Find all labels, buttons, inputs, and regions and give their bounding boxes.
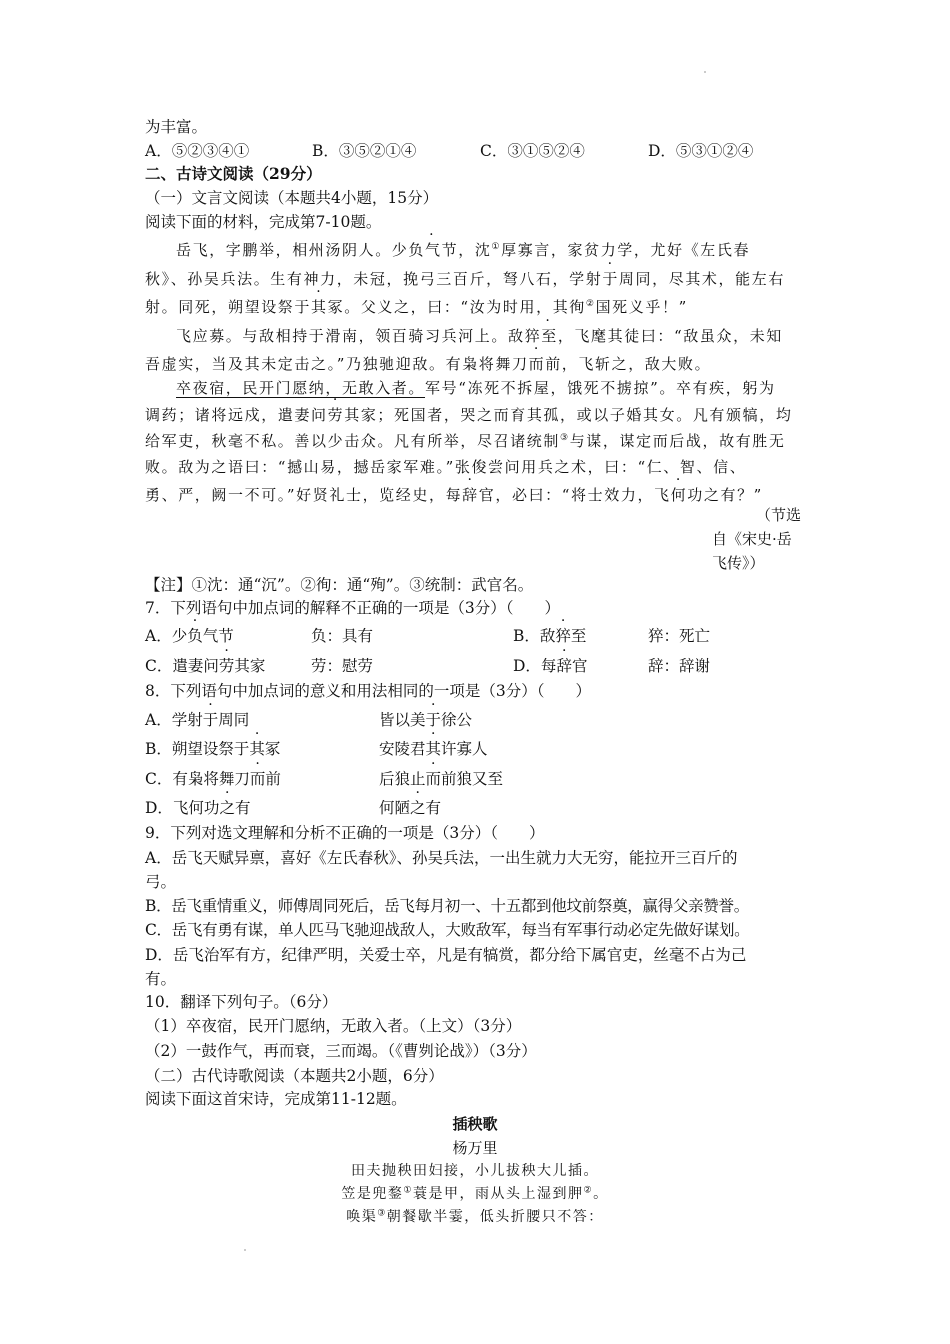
text: 厚寡言，家贫力学，尤好《左氏春 [501, 241, 751, 259]
footnote-marker: ② [583, 1185, 594, 1196]
q7-option-a[interactable] [145, 626, 234, 646]
text: D．飞何功 [145, 799, 220, 817]
text: 皆以美 [379, 711, 426, 729]
q9-option-d[interactable]: D．岳飞治军有方，纪律严明，关爱士卒，凡是有犒赏，都分给下属官吏，丝毫不占为己 [145, 946, 747, 964]
q8-option-a[interactable] [145, 710, 249, 730]
q8-option-c-compare [379, 769, 503, 789]
subsection-2-intro: 阅读下面这首宋诗，完成第11-12题。 [145, 1090, 407, 1108]
passage-para-1-line-3 [145, 297, 805, 317]
dotted-word: 之 [410, 799, 426, 817]
source-line-3: 飞传》） [712, 554, 765, 572]
q8-option-a-compare [379, 710, 472, 730]
text: 冢。父义之，曰：“汝为时用，其徇 [327, 298, 586, 316]
underlined-sentence: 卒夜宿，民开门愿纳，无敢入者。 [176, 379, 426, 397]
text: D．每 [513, 657, 557, 675]
text: 安陵君 [379, 740, 426, 758]
q8-option-d-compare [379, 798, 441, 818]
dotted-word: 其 [249, 740, 265, 758]
poem-title: 插秧歌 [452, 1115, 498, 1133]
passage-para-2-line-1 [145, 326, 805, 346]
text: 许寡人 [441, 740, 488, 758]
dotted-word: 而 [249, 770, 266, 788]
text: 蓑是甲，雨从头上湿到胛 [413, 1186, 584, 1202]
q10-stem: 10．翻译下列句子。（6分） [145, 993, 338, 1011]
text: 官 [571, 657, 588, 675]
text: 军号“冻死不拆屋，饿死不掳掠”。卒有疾，躬为 [425, 379, 776, 397]
text: C．遣妻问 [145, 657, 219, 675]
footnote-marker: ① [403, 1185, 413, 1196]
text: 冢 [264, 740, 281, 758]
q10-sentence-2: （2）一鼓作气，再而衰，三而竭。（《曹刿论战》）（3分） [145, 1042, 537, 1060]
passage-para-3-line-4: 败。敌为之语曰：“撼山易，撼岳家军难。”张俊尝问用兵之术，曰：“仁、智、信、 [145, 458, 747, 476]
text: 国死义乎！” [595, 298, 688, 316]
subsection-1-intro: 阅读下面的材料，完成第7-10题。 [145, 213, 382, 231]
text: 气节 [202, 627, 234, 645]
dotted-word: 而 [425, 770, 442, 788]
q8-option-c[interactable] [145, 769, 281, 789]
passage-para-3-line-1 [145, 378, 805, 398]
subsection-2-heading: （二）古代诗歌阅读（本题共2小题，6分） [145, 1067, 444, 1085]
text: B．朔望设祭于 [145, 740, 250, 758]
text: 朝餐歇半霎，低头折腰只不答： [386, 1209, 604, 1225]
q7-option-d[interactable] [513, 656, 587, 676]
text: 前狼又至 [441, 770, 504, 788]
q10-sentence-1: （1）卒夜宿，民开门愿纳，无敢入者。（上文）（3分） [145, 1017, 522, 1035]
section-2-heading: 二、古诗文阅读（29分） [145, 164, 322, 183]
dotted-word: 于 [425, 711, 442, 729]
dotted-word: 负 [187, 627, 203, 645]
text: 其家；死国者，哭之而育其孤，或以子婚其女。凡有颁犒，均 [344, 406, 793, 424]
text: B．敌 [513, 627, 556, 645]
q6-tail-text: 为丰富。 [145, 118, 208, 136]
text: 唤渠 [346, 1209, 378, 1225]
text: 前 [265, 770, 281, 788]
text: 至 [570, 627, 587, 645]
text: A．少 [145, 627, 188, 645]
q6-option-d[interactable]: D．⑤③①②④ [648, 142, 754, 160]
text: 笠是兜鍪 [341, 1186, 404, 1202]
text: 岳飞，字鹏举，相州汤阴人。少 [176, 241, 409, 259]
q9-option-c[interactable]: C．岳飞有勇有谋，单人匹马飞驰迎战敌人，大败敌军，每当有军事行动必定先做好谋划。 [145, 921, 750, 939]
passage-para-3-line-3 [145, 431, 805, 451]
text: 周同，尽其术，能左右 [618, 270, 785, 288]
text: 徐公 [441, 711, 473, 729]
q9-option-b[interactable]: B．岳飞重情重义，师傅周同死后，岳飞每月初一、十五都到他坟前祭奠，赢得父亲赞誉。 [145, 897, 749, 915]
text: 有 [425, 799, 442, 817]
dotted-word: 猝 [524, 327, 542, 345]
footnote-marker: ② [585, 299, 596, 309]
text: 有 [234, 799, 251, 817]
text: 官，必曰：“将士效力，飞 [478, 486, 671, 504]
q7-option-c[interactable] [145, 656, 265, 676]
poem-author: 杨万里 [452, 1139, 498, 1157]
text: 后狼止 [379, 770, 426, 788]
poem-line-2 [0, 1184, 950, 1204]
text: 飞应募。与敌相持于滑南，领百骑习兵河上。敌 [176, 327, 525, 345]
text: 气节，沈 [425, 241, 492, 259]
footnote-marker: ③ [377, 1208, 387, 1219]
q6-option-b[interactable]: B．③⑤②①④ [312, 142, 417, 160]
dotted-word: 何 [670, 486, 688, 504]
text: 何陋 [379, 799, 411, 817]
dotted-word: 辞 [556, 657, 572, 675]
annotation-note: 【注】①沈：通“沉”。②徇：通“殉”。③统制：武官名。 [145, 576, 534, 594]
dotted-word: 猝 [555, 627, 571, 645]
dotted-word: 其 [425, 740, 442, 758]
dotted-word: 劳 [327, 406, 345, 424]
q7-option-b-gloss: 猝：死亡 [648, 627, 711, 645]
text: 功之有？” [687, 486, 763, 504]
dotted-word: 负 [408, 241, 426, 259]
text: 秋》、孙吴兵法。生有神力，未冠，挽弓三百斤，弩八石，学射 [145, 270, 603, 288]
q7-option-d-gloss: 辞：辞谢 [648, 657, 711, 675]
q9-option-a-cont: 弓。 [145, 873, 177, 891]
text: 吾虚实，当及其未定击之。”乃独驰迎敌。有枭将舞刀 [145, 355, 529, 373]
q8-option-d[interactable] [145, 798, 250, 818]
text: 给军吏，秋毫不私。善以少击众。凡有所举，尽召诸统制 [145, 432, 561, 450]
poem-line-3 [0, 1207, 950, 1227]
q9-option-a[interactable]: A．岳飞天赋异禀，喜好《左氏春秋》、孙吴兵法，一出生就力大无穷，能拉开三百斤的 [145, 849, 738, 867]
text: 与谋，谋定而后战，故有胜无 [569, 432, 786, 450]
text: 勇、严，阙一不可。”好贤礼士，览经史，每 [145, 486, 463, 504]
text: 射。同死，朔望设祭于 [145, 298, 312, 316]
q7-option-a-gloss: 负：具有 [311, 627, 374, 645]
dotted-word: 辞 [462, 486, 479, 504]
q6-option-a[interactable]: A．⑤②③④① [145, 142, 250, 160]
text: 其家 [234, 657, 266, 675]
q7-option-c-gloss: 劳：慰劳 [311, 657, 374, 675]
passage-para-1-line-1 [145, 240, 805, 260]
text: A．学射 [145, 711, 203, 729]
text: 周同 [218, 711, 250, 729]
passage-para-1-line-2 [145, 269, 805, 289]
dotted-word: 劳 [218, 657, 235, 675]
passage-para-2-line-2 [145, 354, 805, 374]
text: 前，飞斩之，敌大败。 [545, 355, 712, 373]
poem-line-1: 田夫抛秧田妇接，小儿拔秧大儿插。 [351, 1163, 599, 1179]
text: 至，飞麾其徒曰：“敌虽众，未知 [541, 327, 783, 345]
footnote-marker: ① [491, 242, 502, 252]
q6-option-c[interactable]: C．③①⑤②④ [480, 142, 585, 160]
passage-para-3-line-2 [145, 405, 805, 425]
footnote-marker: ③ [560, 433, 570, 443]
q8-stem: 8．下列语句中加点词的意义和用法相同的一项是（3分）（ ） [145, 682, 591, 700]
q7-option-b[interactable] [513, 626, 586, 646]
scan-speck [244, 1249, 246, 1251]
source-line-2: 自《宋史·岳 [712, 530, 792, 548]
passage-para-3-line-5 [145, 485, 805, 505]
text: 。 [593, 1186, 609, 1202]
q9-option-d-cont: 有。 [145, 970, 177, 988]
text: 调药；诸将远戍，遣妻问 [145, 406, 328, 424]
text: C．有枭将舞刀 [145, 770, 250, 788]
source-line-1: （节选 [756, 506, 802, 524]
dotted-word: 于 [602, 270, 619, 288]
dotted-word: 于 [202, 711, 219, 729]
scan-speck [704, 71, 706, 73]
dotted-word: 而 [528, 355, 546, 373]
q8-option-b[interactable] [145, 739, 280, 759]
dotted-word: 之 [219, 799, 235, 817]
dotted-word: 其 [311, 298, 328, 316]
subsection-1-heading: （一）文言文阅读（本题共4小题，15分） [145, 189, 439, 207]
q7-stem: 7．下列语句中加点词的解释不正确的一项是（3分）（ ） [145, 599, 560, 617]
q9-stem: 9．下列对选文理解和分析不正确的一项是（3分）（ ） [145, 824, 545, 842]
